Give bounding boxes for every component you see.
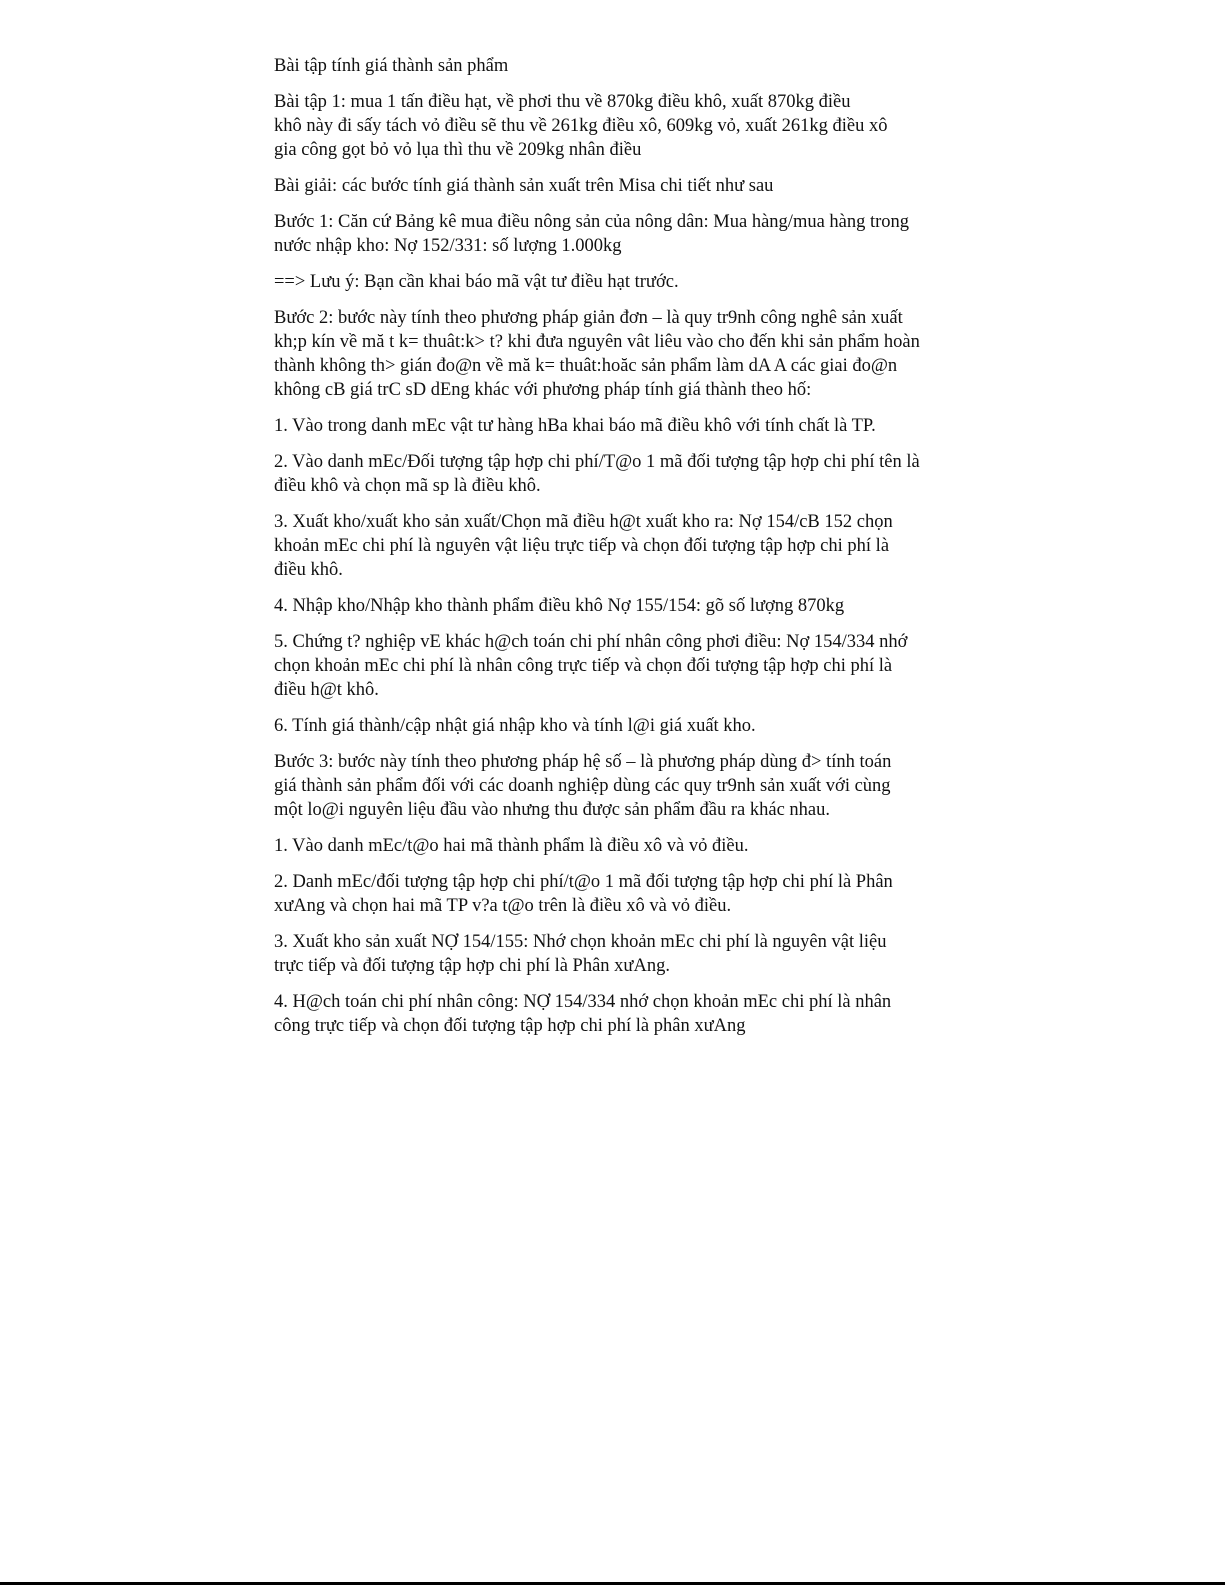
text-line: 3. Xuất kho sản xuất NỢ 154/155: Nhớ chọn khoản mEc chi phí là nguyên vật liệu: [274, 932, 887, 952]
text-line: 1. Vào danh mEc/t@o hai mã thành phẩm là điều xô và vỏ điều.: [274, 836, 749, 856]
text-line: thành không th> gián đo@n về mă k= thuât:hoăc sản phẩm làm dA A các giai đo@n: [274, 356, 898, 376]
text-line: Bài tập 1: mua 1 tấn điều hạt, về phơi thu về 870kg điều khô, xuất 870kg điều: [274, 92, 851, 112]
text-line: điều h@t khô.: [274, 680, 379, 700]
text-line: trực tiếp và đối tượng tập hợp chi phí là Phân xưAng.: [274, 956, 670, 976]
text-line: điều khô và chọn mã sp là điều khô.: [274, 476, 541, 496]
text-line: 2. Vào danh mEc/Đối tượng tập hợp chi phí/T@o 1 mã đối tượng tập hợp chi phí tên là: [274, 452, 920, 472]
text-line: Bước 3: bước này tính theo phương pháp hệ số – là phương pháp dùng đ> tính toán: [274, 752, 892, 772]
paragraph-b3-item-2: [274, 870, 964, 918]
paragraph-buoc-1: [274, 210, 964, 258]
text-line: điều khô.: [274, 560, 343, 580]
paragraph-bai-giai: [274, 174, 964, 198]
text-line: 2. Danh mEc/đối tượng tập hợp chi phí/t@o 1 mã đối tượng tập hợp chi phí là Phân: [274, 872, 893, 892]
text-line: kh;p kín về mă t k= thuât:k> t? khi đưa nguyên vât liêu vào cho đến khi sản phẩm hoàn: [274, 332, 920, 352]
text-line: giá thành sản phẩm đối với các doanh nghiệp dùng các quy tr9nh sản xuất với cùng: [274, 776, 891, 796]
text-line: một lo@i nguyên liệu đầu vào nhưng thu được sản phẩm đầu ra khác nhau.: [274, 800, 831, 820]
paragraph-b2-item-3: [274, 510, 964, 582]
paragraph-buoc-3: [274, 750, 964, 822]
text-line: khoản mEc chi phí là nguyên vật liệu trực tiếp và chọn đối tượng tập hợp chi phí là: [274, 536, 890, 556]
text-line: 3. Xuất kho/xuất kho sản xuất/Chọn mã điều h@t xuất kho ra: Nợ 154/cB 152 chọn: [274, 512, 893, 532]
text-line: 4. H@ch toán chi phí nhân công: NỢ 154/334 nhớ chọn khoản mEc chi phí là nhân: [274, 992, 892, 1012]
text-line: công trực tiếp và chọn đối tượng tập hợp chi phí là phân xưAng: [274, 1016, 746, 1036]
paragraph-b2-item-6: [274, 714, 964, 738]
text-line: không cB giá trC sD dEng khác với phương pháp tính giá thành theo hố:: [274, 380, 812, 400]
paragraph-b2-item-4: [274, 594, 964, 618]
paragraph-b2-item-5: [274, 630, 964, 702]
paragraph-b3-item-4: [274, 990, 964, 1038]
document-page: [274, 54, 964, 1050]
document-body: [274, 90, 964, 1038]
text-line: Bước 2: bước này tính theo phương pháp giản đơn – là quy tr9nh công nghê sản xuất: [274, 308, 903, 328]
paragraph-b3-item-3: [274, 930, 964, 978]
text-line: 5. Chứng t? nghiệp vE khác h@ch toán chi phí nhân công phơi điều: Nợ 154/334 nhớ: [274, 632, 908, 652]
paragraph-b2-item-1: [274, 414, 964, 438]
text-line: nước nhập kho: Nợ 152/331: số lượng 1.000kg: [274, 236, 622, 256]
text-line: 6. Tính giá thành/cập nhật giá nhập kho và tính l@i giá xuất kho.: [274, 716, 756, 736]
paragraph-luu-y: [274, 270, 964, 294]
text-line: ==> Lưu ý: Bạn cần khai báo mã vật tư điều hạt trước.: [274, 272, 679, 292]
paragraph-buoc-2: [274, 306, 964, 402]
paragraph-b2-item-2: [274, 450, 964, 498]
text-line: xưAng và chọn hai mã TP v?a t@o trên là điều xô và vỏ điều.: [274, 896, 732, 916]
text-line: chọn khoản mEc chi phí là nhân công trực tiếp và chọn đối tượng tập hợp chi phí là: [274, 656, 893, 676]
text-line: gia công gọt bỏ vỏ lụa thì thu về 209kg nhân điều: [274, 140, 642, 160]
text-line: Bài giải: các bước tính giá thành sản xuất trên Misa chi tiết như sau: [274, 176, 774, 196]
text-line: 4. Nhập kho/Nhập kho thành phẩm điều khô Nợ 155/154: gõ số lượng 870kg: [274, 596, 845, 616]
text-line: 1. Vào trong danh mEc vật tư hàng hBa khai báo mã điều khô với tính chất là TP.: [274, 416, 876, 436]
text-line: khô này đi sấy tách vỏ điều sẽ thu về 261kg điều xô, 609kg vỏ, xuất 261kg điều xô: [274, 116, 888, 136]
paragraph-bai-tap-1: [274, 90, 964, 162]
paragraph-b3-item-1: [274, 834, 964, 858]
text-line: Bước 1: Căn cứ Bảng kê mua điều nông sản của nông dân: Mua hàng/mua hàng trong: [274, 212, 910, 232]
document-title: Bài tập tính giá thành sản phẩm: [274, 56, 509, 76]
